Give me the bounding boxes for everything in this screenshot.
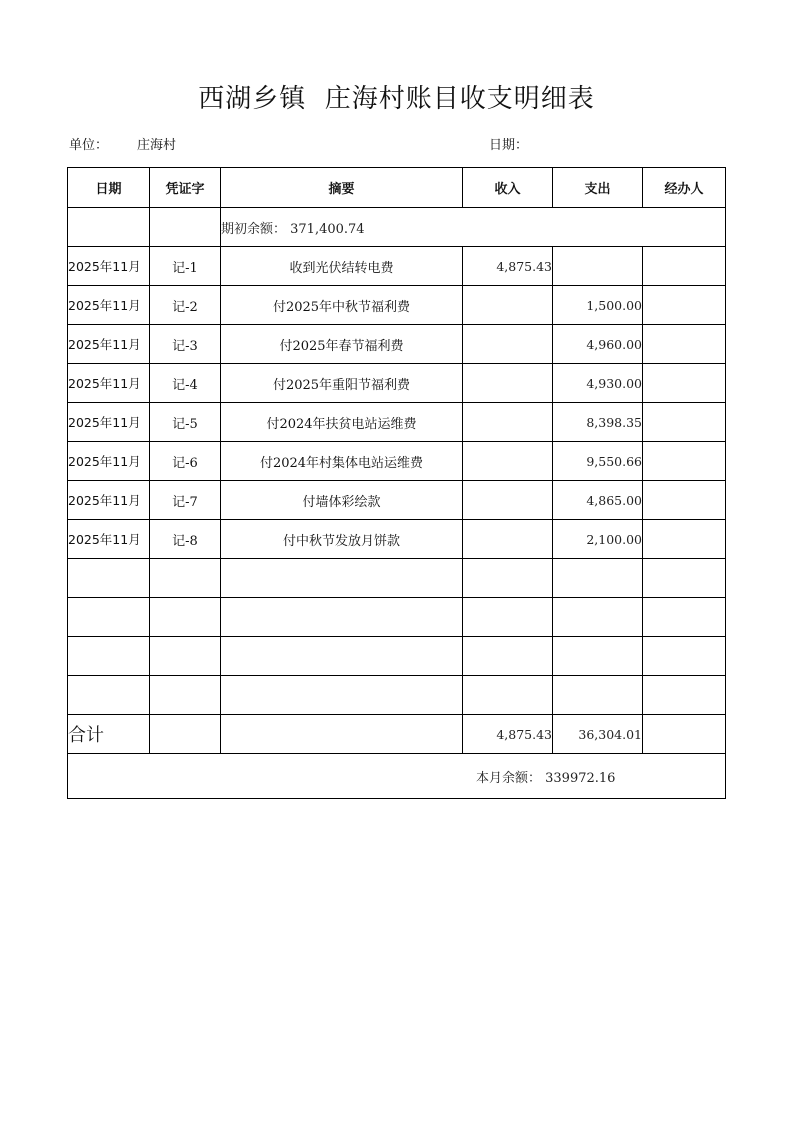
entry-handler [643, 325, 726, 364]
entry-summary [221, 637, 463, 676]
entry-voucher: 记-4 [150, 364, 221, 403]
entry-income [463, 676, 553, 715]
empty-cell [68, 208, 150, 247]
entry-expense: 8,398.35 [553, 403, 643, 442]
entry-date: 2025年11月 [68, 520, 150, 559]
entry-date: 2025年11月 [68, 481, 150, 520]
entry-income [463, 325, 553, 364]
entry-voucher [150, 559, 221, 598]
empty-cell [150, 208, 221, 247]
entry-income [463, 364, 553, 403]
empty-cell [221, 715, 463, 754]
column-header-date: 日期 [68, 168, 150, 208]
table-row [68, 559, 726, 598]
entry-expense [553, 247, 643, 286]
entry-expense: 1,500.00 [553, 286, 643, 325]
date-label: 日期： [489, 138, 529, 153]
column-header-voucher: 凭证字 [150, 168, 221, 208]
entry-date: 2025年11月 [68, 286, 150, 325]
table-row [68, 520, 726, 559]
entry-expense [553, 637, 643, 676]
unit-value: 庄海村 [137, 138, 177, 153]
entry-handler [643, 286, 726, 325]
entry-summary: 收到光伏结转电费 [221, 247, 463, 286]
entry-summary: 付2024年扶贫电站运维费 [221, 403, 463, 442]
entry-income [463, 598, 553, 637]
entry-expense: 4,865.00 [553, 481, 643, 520]
total-expense: 36,304.01 [553, 715, 643, 754]
unit-label: 单位： [69, 138, 109, 153]
entry-expense [553, 559, 643, 598]
entry-voucher [150, 637, 221, 676]
entry-income [463, 442, 553, 481]
entry-expense: 2,100.00 [553, 520, 643, 559]
table-row [68, 247, 726, 286]
entry-handler [643, 481, 726, 520]
header-row [68, 168, 726, 208]
entry-voucher: 记-7 [150, 481, 221, 520]
entry-voucher [150, 598, 221, 637]
entry-summary [221, 598, 463, 637]
entry-income [463, 403, 553, 442]
entry-expense: 9,550.66 [553, 442, 643, 481]
empty-cell [150, 715, 221, 754]
entry-voucher: 记-3 [150, 325, 221, 364]
table-row [68, 598, 726, 637]
entry-date: 2025年11月 [68, 247, 150, 286]
entry-income [463, 559, 553, 598]
entry-summary [221, 676, 463, 715]
entry-handler [643, 637, 726, 676]
entry-handler [643, 559, 726, 598]
table-row [68, 442, 726, 481]
opening-balance-row [68, 208, 726, 247]
entry-date [68, 637, 150, 676]
entry-voucher: 记-6 [150, 442, 221, 481]
empty-cell [643, 715, 726, 754]
table-row [68, 286, 726, 325]
entry-date: 2025年11月 [68, 403, 150, 442]
entry-summary: 付2025年中秋节福利费 [221, 286, 463, 325]
closing-balance-row [68, 754, 726, 799]
entry-expense: 4,960.00 [553, 325, 643, 364]
entry-voucher: 记-8 [150, 520, 221, 559]
table-row [68, 325, 726, 364]
entry-expense [553, 676, 643, 715]
table-row [68, 364, 726, 403]
opening-balance: 期初余额： 371,400.74 [221, 208, 726, 247]
entry-income [463, 286, 553, 325]
entry-handler [643, 247, 726, 286]
entry-summary: 付中秋节发放月饼款 [221, 520, 463, 559]
total-label: 合计 [68, 715, 150, 754]
page-title: 西湖乡镇 庄海村账目收支明细表 [198, 84, 595, 114]
entry-summary: 付2025年春节福利费 [221, 325, 463, 364]
entry-date [68, 676, 150, 715]
entry-voucher [150, 676, 221, 715]
entry-expense: 4,930.00 [553, 364, 643, 403]
entry-expense [553, 598, 643, 637]
entry-summary [221, 559, 463, 598]
entry-summary: 付2024年村集体电站运维费 [221, 442, 463, 481]
table-row [68, 637, 726, 676]
table-row [68, 403, 726, 442]
entry-handler [643, 364, 726, 403]
table-row [68, 676, 726, 715]
column-header-handler: 经办人 [643, 168, 726, 208]
column-header-income: 收入 [463, 168, 553, 208]
entry-handler [643, 520, 726, 559]
entry-voucher: 记-2 [150, 286, 221, 325]
entry-handler [643, 676, 726, 715]
entry-summary: 付墙体彩绘款 [221, 481, 463, 520]
entry-summary: 付2025年重阳节福利费 [221, 364, 463, 403]
total-row [68, 715, 726, 754]
entry-date [68, 559, 150, 598]
entry-date [68, 598, 150, 637]
entry-voucher: 记-1 [150, 247, 221, 286]
entry-income [463, 481, 553, 520]
entry-voucher: 记-5 [150, 403, 221, 442]
entry-handler [643, 598, 726, 637]
total-income: 4,875.43 [463, 715, 553, 754]
ledger-table [67, 167, 726, 799]
column-header-expense: 支出 [553, 168, 643, 208]
entry-income: 4,875.43 [463, 247, 553, 286]
closing-balance: 本月余额： 339972.16 [68, 754, 726, 799]
entry-handler [643, 442, 726, 481]
entry-handler [643, 403, 726, 442]
entry-income [463, 637, 553, 676]
entry-income [463, 520, 553, 559]
entry-date: 2025年11月 [68, 364, 150, 403]
table-row [68, 481, 726, 520]
column-header-summary: 摘要 [221, 168, 463, 208]
entry-date: 2025年11月 [68, 325, 150, 364]
entry-date: 2025年11月 [68, 442, 150, 481]
